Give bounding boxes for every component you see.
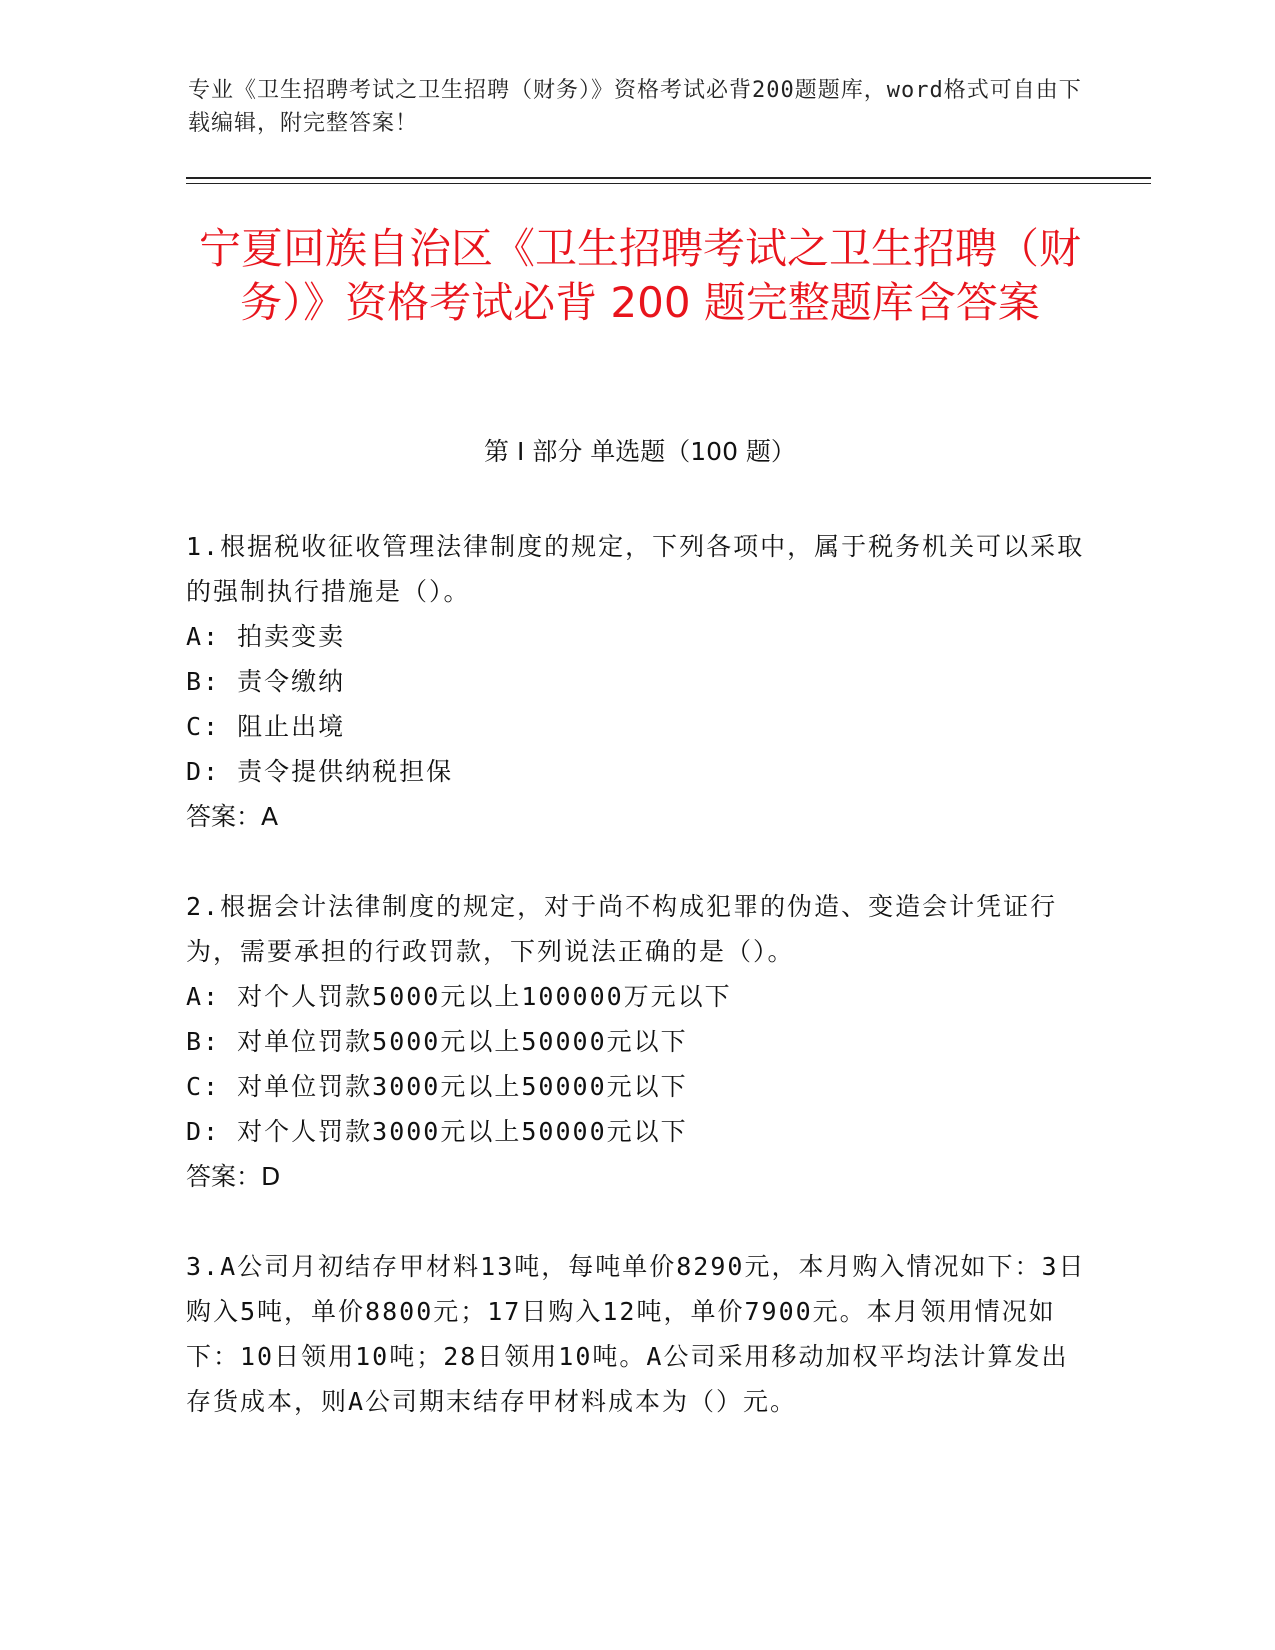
option-d: D: 对个人罚款3000元以上50000元以下 (186, 1117, 688, 1146)
question-1 (186, 524, 1086, 839)
question-list (186, 524, 1086, 1469)
question-3 (186, 1244, 1086, 1424)
option-d: D: 责令提供纳税担保 (186, 757, 454, 786)
header-divider-thin (186, 183, 1151, 184)
option-b: B: 责令缴纳 (186, 667, 346, 696)
header-note: 专业《卫生招聘考试之卫生招聘（财务）》资格考试必背200题题库，word格式可自由下载编辑，附完整答案！ (188, 78, 1082, 136)
header-divider-thick (186, 177, 1151, 179)
answer: 答案：D (186, 1162, 281, 1191)
section-title: 第 I 部分 单选题（100 题） (484, 437, 796, 466)
option-b: B: 对单位罚款5000元以上50000元以下 (186, 1027, 688, 1056)
document-title: 宁夏回族自治区《卫生招聘考试之卫生招聘（财务）》资格考试必背 200 题完整题库含答案 (198, 224, 1081, 327)
question-text: 3.A公司月初结存甲材料13吨，每吨单价8290元，本月购入情况如下：3日购入5吨，单价8800元；17日购入12吨，单价7900元。本月领用情况如下：10日领用10吨；28日领用10吨。A公司采用移动加权平均法计算发出存货成本，则A公司期末结存甲材料成本为（）元。 (186, 1252, 1086, 1416)
option-a: A: 拍卖变卖 (186, 622, 346, 651)
option-c: C: 阻止出境 (186, 712, 346, 741)
answer: 答案：A (186, 802, 279, 831)
question-text: 2.根据会计法律制度的规定，对于尚不构成犯罪的伪造、变造会计凭证行为，需要承担的行政罚款，下列说法正确的是（）。 (186, 892, 1058, 966)
option-c: C: 对单位罚款3000元以上50000元以下 (186, 1072, 688, 1101)
question-text: 1.根据税收征收管理法律制度的规定，下列各项中，属于税务机关可以采取的强制执行措施是（）。 (186, 532, 1085, 606)
question-2 (186, 884, 1086, 1199)
option-a: A: 对个人罚款5000元以上100000万元以下 (186, 982, 732, 1011)
